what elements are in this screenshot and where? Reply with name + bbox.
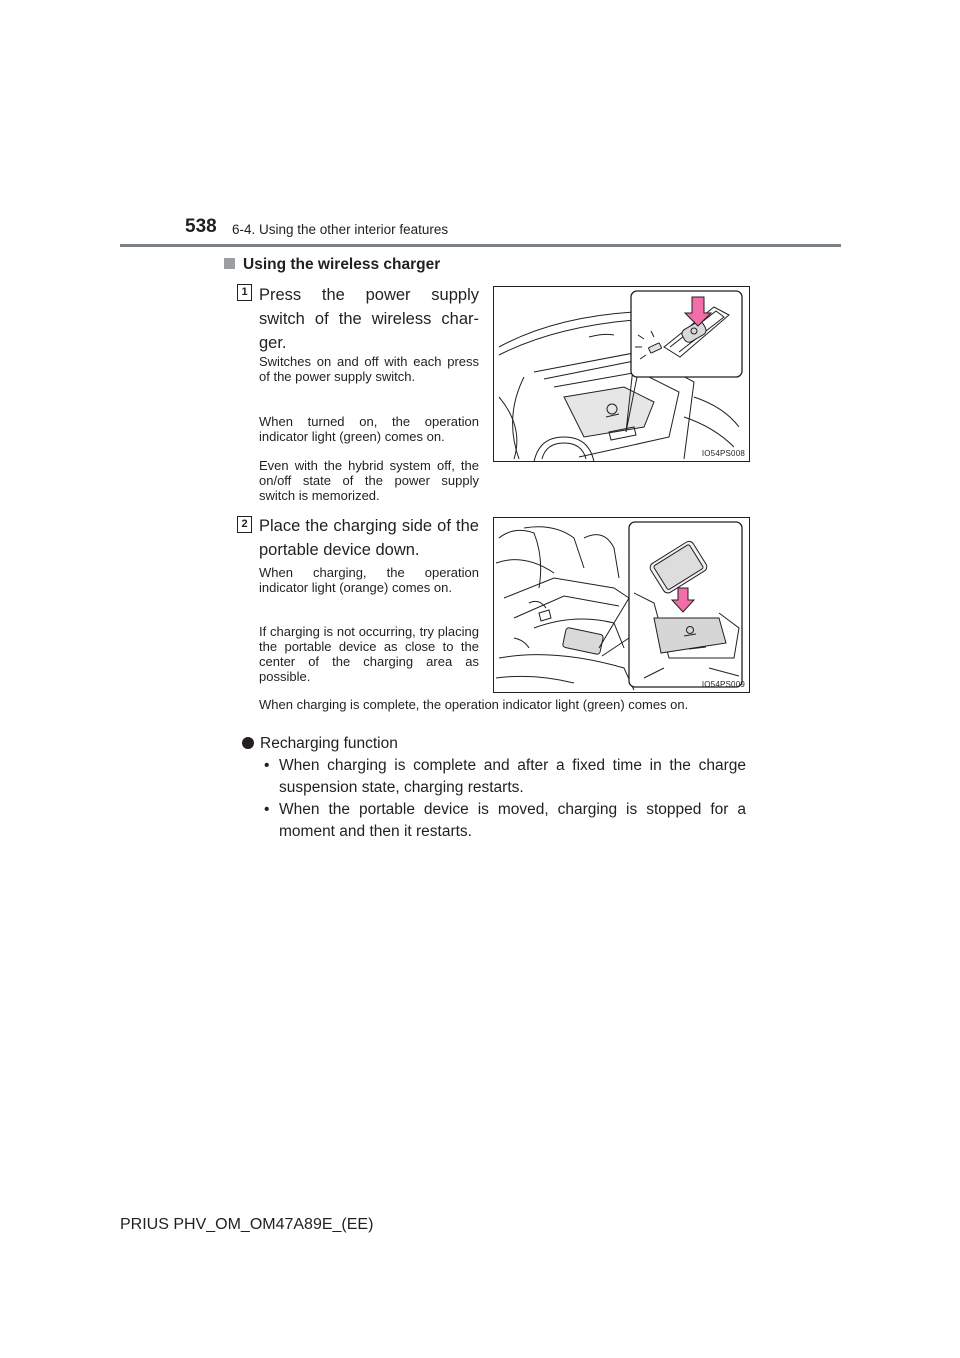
- step-2-badge: 2: [237, 516, 252, 533]
- step-2-lead: Place the charging side of the portable device down.: [259, 517, 479, 559]
- console-illustration-1: [494, 287, 749, 461]
- recharging-title: [242, 733, 398, 755]
- heading-text: Using the wireless charger: [243, 256, 441, 273]
- step-1-note-1: Switches on and off with each press of the power supply switch.: [259, 354, 479, 384]
- step-2-note-2: If charging is not occurring, try placing the portable device as close to the center of the charging area as possible.: [259, 624, 479, 684]
- recharging-bullet-2: [264, 799, 746, 843]
- page-number: 538: [185, 216, 217, 237]
- recharging-bullet-1-text: When charging is complete and after a fixed time in the charge suspension state, charging restarts.: [279, 757, 746, 796]
- dot-bullet: •: [264, 757, 270, 774]
- step-1-badge: 1: [237, 284, 252, 301]
- header-rule: [120, 244, 841, 247]
- figure-place-device: [493, 517, 750, 693]
- figure-2-code: IO54PS009: [701, 680, 745, 689]
- step-2-note-1: When charging, the operation indicator light (orange) comes on.: [259, 565, 479, 595]
- step-1-note-2: When turned on, the operation indicator light (green) comes on.: [259, 414, 479, 444]
- recharging-bullet-2-text: When the portable device is moved, charging is stopped for a moment and then it restarts.: [279, 801, 746, 840]
- section-heading: [224, 256, 440, 274]
- dot-bullet: •: [264, 801, 270, 818]
- footer-doc-id: PRIUS PHV_OM_OM47A89E_(EE): [120, 1216, 374, 1233]
- section-title: 6-4. Using the other interior features: [232, 222, 449, 237]
- figure-power-switch: [493, 286, 750, 462]
- completion-note: When charging is complete, the operation indicator light (green) comes on.: [259, 697, 689, 712]
- step-1-note-3: Even with the hybrid system off, the on/off state of the power supply switch is memorized.: [259, 458, 479, 503]
- recharging-title-text: Recharging function: [260, 735, 398, 752]
- round-bullet-icon: [242, 737, 254, 749]
- figure-1-code: IO54PS008: [701, 449, 745, 458]
- console-illustration-2: [494, 518, 749, 692]
- square-bullet-icon: [224, 258, 235, 269]
- step-1-lead: Press the power supply switch of the wireless char-ger.: [259, 286, 479, 352]
- recharging-bullet-1: [264, 755, 746, 799]
